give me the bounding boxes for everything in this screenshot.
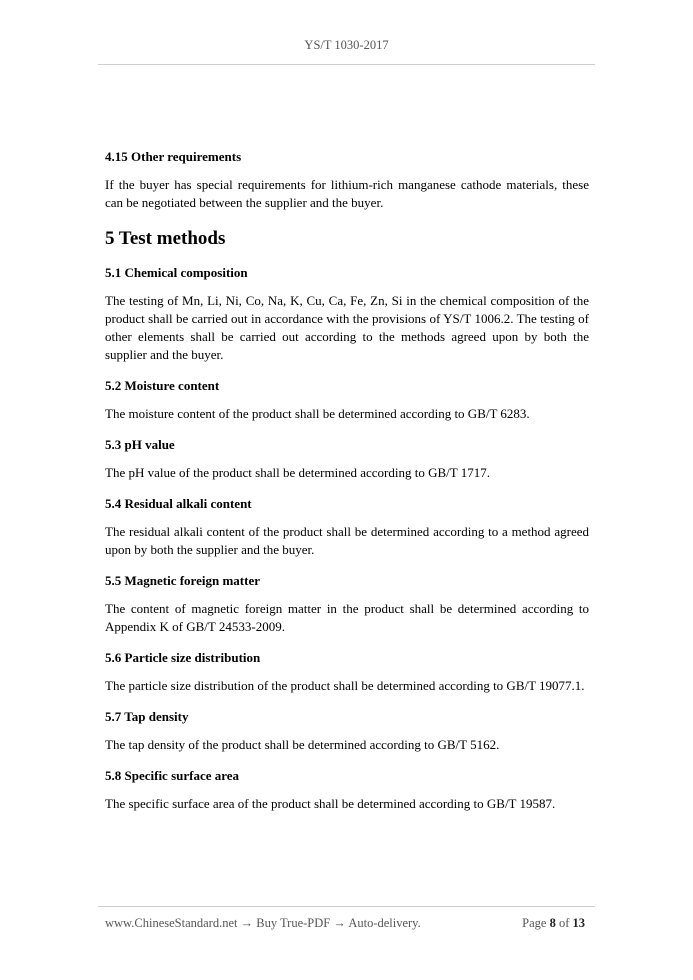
website-link[interactable]: www.ChineseStandard.net (105, 916, 238, 930)
buy-pdf-link[interactable]: Buy True-PDF (256, 916, 331, 930)
section-paragraph: The moisture content of the product shall be determined according to GB/T 6283. (105, 406, 530, 421)
page-header (0, 38, 693, 53)
section-4-15 (105, 148, 589, 212)
footer-promo (105, 916, 421, 931)
section-paragraph: If the buyer has special requirements for lithium-rich manganese cathode materials, these can be negotiated between the supplier and the buyer. (105, 177, 589, 210)
page-indicator (522, 916, 585, 931)
section-paragraph: The content of magnetic foreign matter in the product shall be determined according to Appendix K of GB/T 24533-2009. (105, 601, 589, 634)
header-divider (98, 64, 595, 65)
document-code: YS/T 1030-2017 (304, 38, 389, 52)
section-heading: 5.1 Chemical composition (105, 265, 248, 280)
section-5-1 (105, 264, 589, 364)
section-5-8 (105, 767, 589, 813)
section-paragraph: The residual alkali content of the product shall be determined according to a method agreed upon by both the supplier and the buyer. (105, 524, 589, 557)
section-5-4 (105, 495, 589, 559)
section-heading: 4.15 Other requirements (105, 149, 242, 164)
section-heading: 5.6 Particle size distribution (105, 650, 261, 665)
section-paragraph: The testing of Mn, Li, Ni, Co, Na, K, Cu, Ca, Fe, Zn, Si in the chemical composition of the product shall be carried out in accordance with the provisions of YS/T 1006.2. The testing of other elements shall be carried out according to the methods agreed upon by both the supplier and the buyer. (105, 293, 589, 362)
of-label: of (558, 916, 570, 930)
section-heading: 5.3 pH value (105, 437, 175, 452)
section-5-5 (105, 572, 589, 636)
arrow-right-icon: → (333, 916, 346, 930)
section-paragraph: The specific surface area of the product shall be determined according to GB/T 19587. (105, 796, 556, 811)
section-heading: 5.7 Tap density (105, 709, 189, 724)
page-label: Page (522, 916, 547, 930)
section-5-7 (105, 708, 589, 754)
arrow-right-icon: → (240, 916, 254, 930)
section-heading: 5.2 Moisture content (105, 378, 220, 393)
footer-divider (98, 906, 595, 907)
section-heading: 5.5 Magnetic foreign matter (105, 573, 260, 588)
section-5-6 (105, 649, 589, 695)
section-paragraph: The tap density of the product shall be determined according to GB/T 5162. (105, 737, 500, 752)
section-5-2 (105, 377, 589, 423)
auto-delivery-text: Auto-delivery. (348, 916, 421, 930)
section-paragraph: The particle size distribution of the product shall be determined according to GB/T 19077.1. (105, 678, 585, 693)
page-total: 13 (572, 916, 585, 930)
section-heading: 5.4 Residual alkali content (105, 496, 252, 511)
section-paragraph: The pH value of the product shall be determined according to GB/T 1717. (105, 465, 490, 480)
page-current: 8 (549, 916, 556, 930)
chapter-heading: 5 Test methods (105, 228, 226, 249)
page-content (105, 148, 589, 826)
section-5-3 (105, 436, 589, 482)
section-heading: 5.8 Specific surface area (105, 768, 240, 783)
